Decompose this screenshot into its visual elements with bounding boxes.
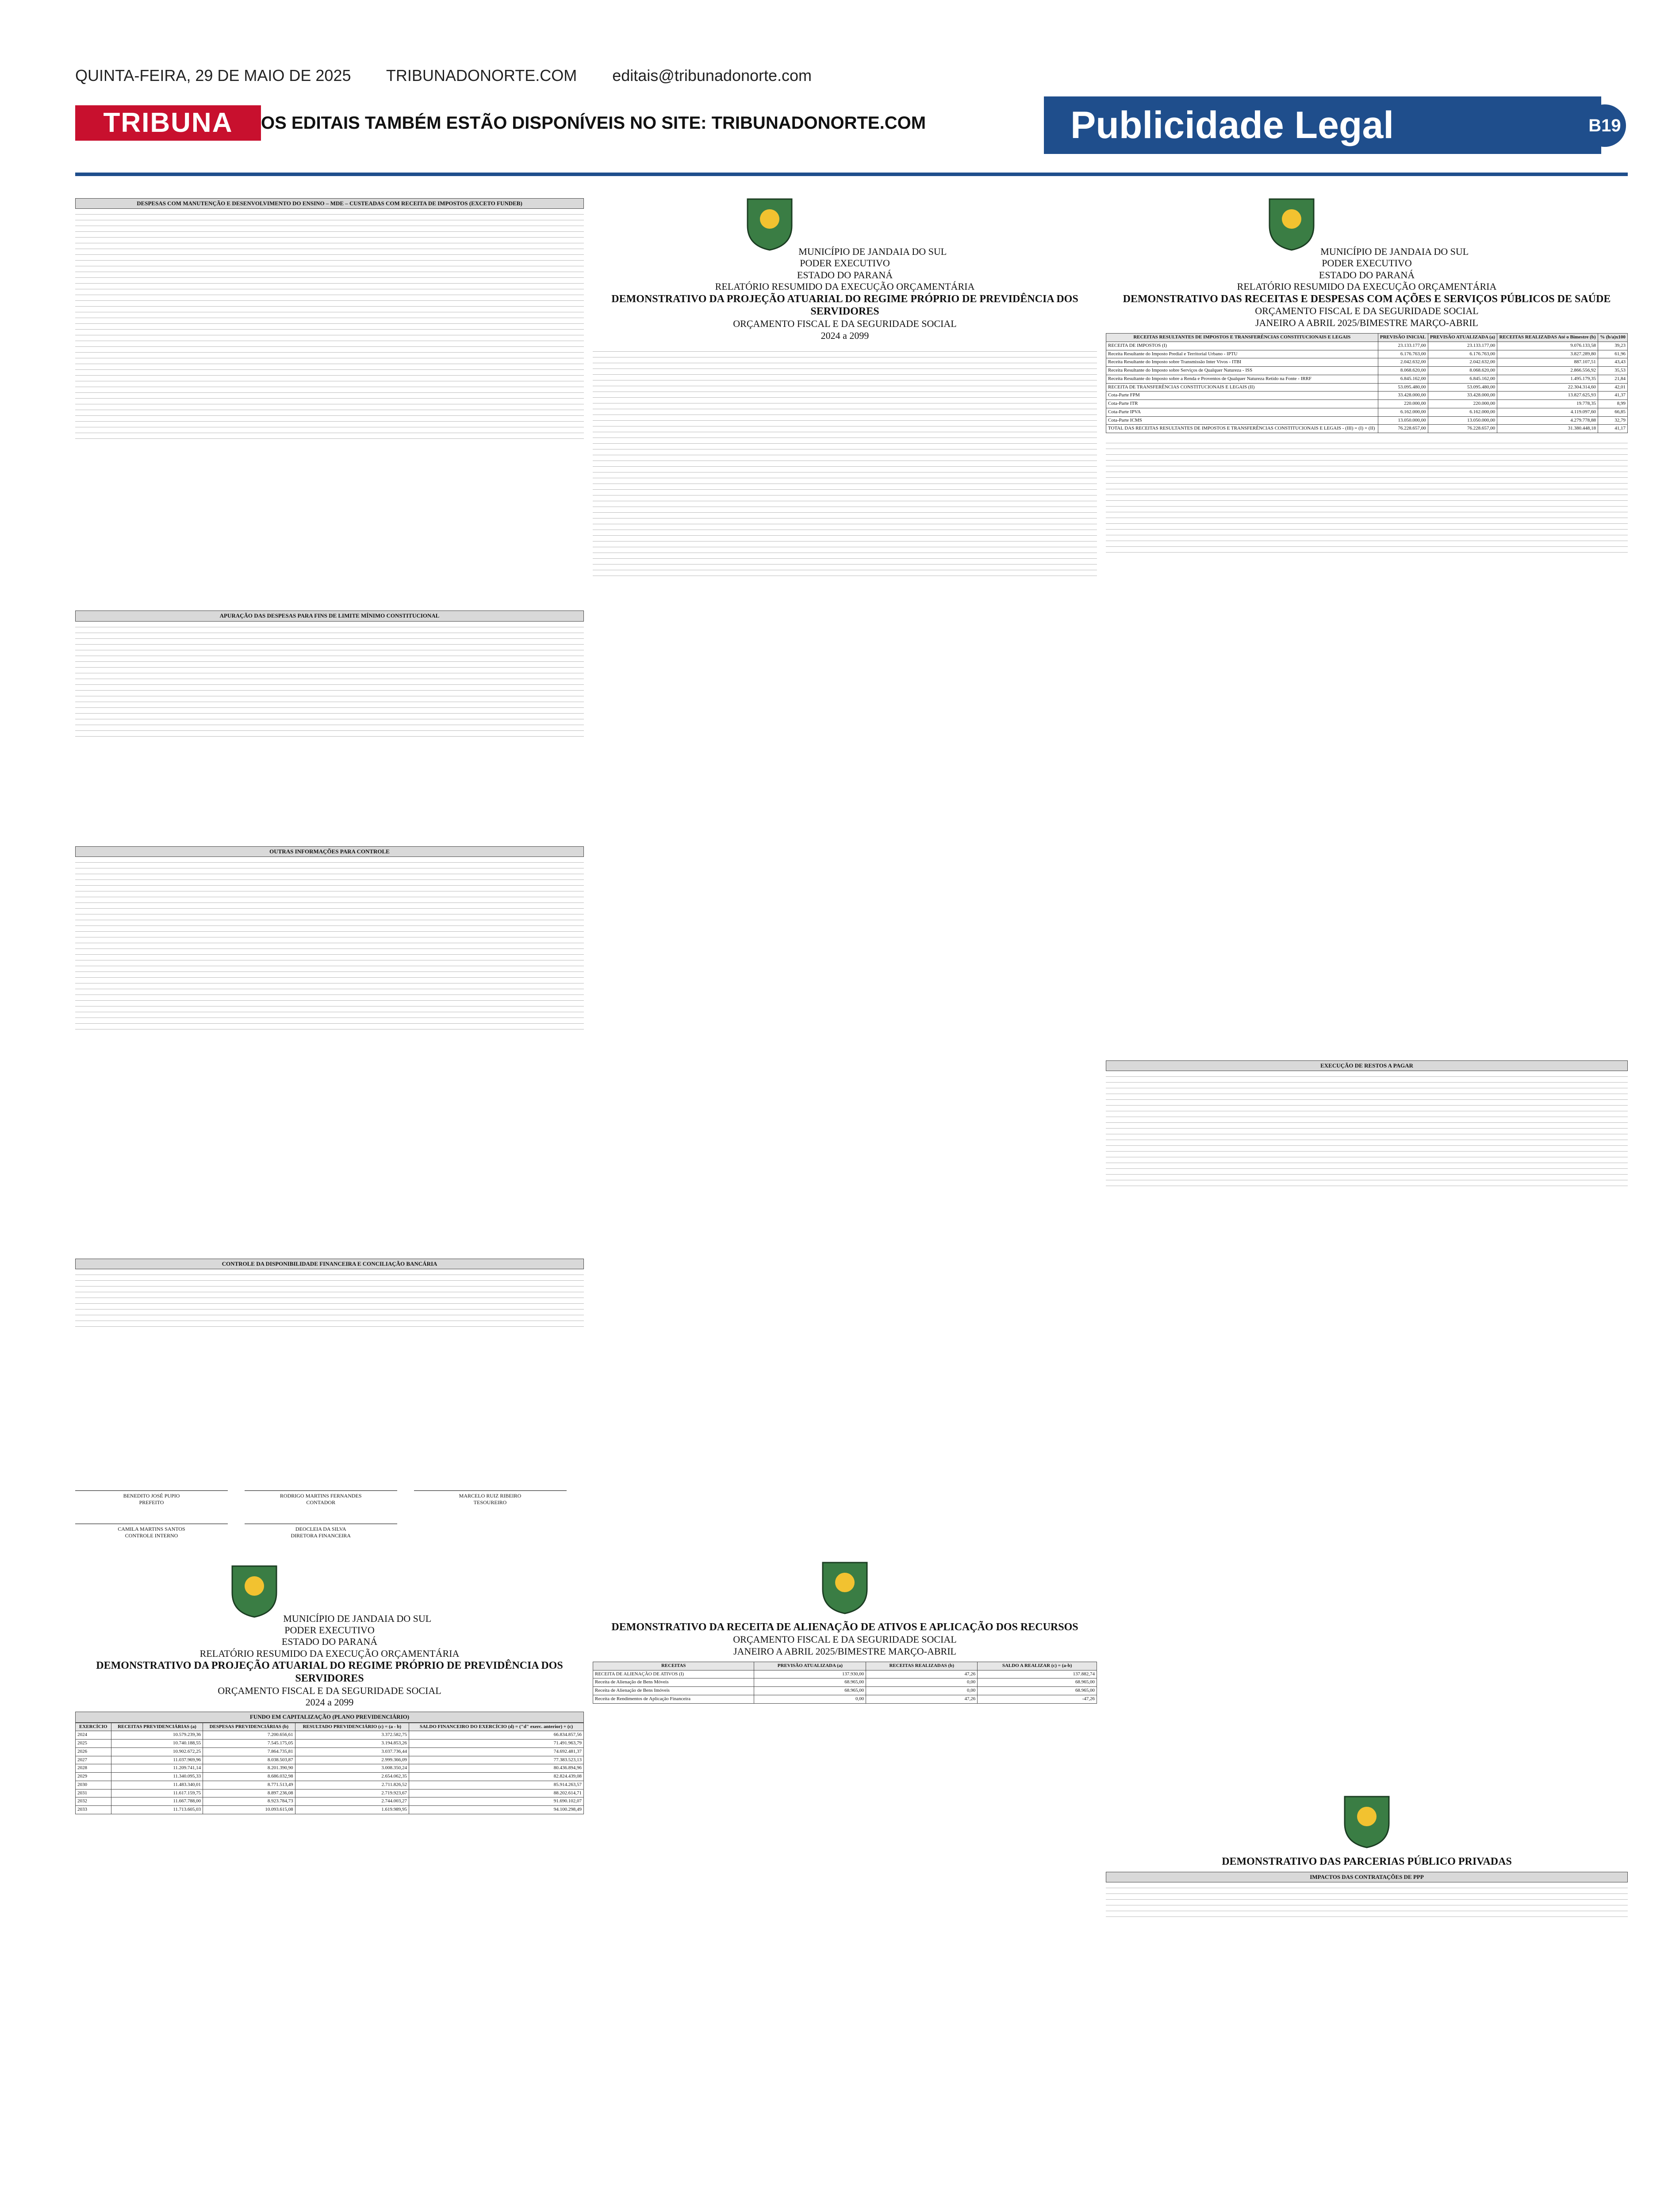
table-cell: 61,96 bbox=[1598, 350, 1628, 358]
signature-contador: RODRIGO MARTINS FERNANDES CONTADOR bbox=[245, 1490, 397, 1506]
table-cell: Receita Resultante do Imposto sobre Serviços de Qualquer Natureza - ISS bbox=[1106, 367, 1378, 375]
signature-prefeito: BENEDITO JOSÉ PUPIO PREFEITO bbox=[75, 1490, 228, 1506]
newspaper-header bbox=[0, 0, 1672, 173]
table-cell: 2032 bbox=[76, 1797, 111, 1806]
table-cell: 91.690.102,07 bbox=[409, 1797, 584, 1806]
table-cell: 11.713.605,03 bbox=[111, 1806, 203, 1814]
table-row bbox=[1106, 392, 1628, 400]
table-row bbox=[1106, 367, 1628, 375]
table-row bbox=[1106, 416, 1628, 425]
table-cell: 11.667.788,00 bbox=[111, 1797, 203, 1806]
table-cell: 3.037.736,44 bbox=[295, 1747, 409, 1756]
table-cell: 4.279.778,88 bbox=[1497, 416, 1598, 425]
table-cell: 2.999.366,09 bbox=[295, 1756, 409, 1764]
table-cell: 2.042.632,00 bbox=[1428, 358, 1497, 367]
table-row bbox=[1106, 375, 1628, 383]
table-cell: 2.866.556,92 bbox=[1497, 367, 1598, 375]
table-cell: 1.495.179,35 bbox=[1497, 375, 1598, 383]
table-row bbox=[1106, 350, 1628, 358]
table-row bbox=[1106, 383, 1628, 392]
report-years: 2024 a 2099 bbox=[305, 1697, 354, 1708]
table-cell: 10.740.188,55 bbox=[111, 1740, 203, 1748]
table-cell: Receita de Rendimentos de Aplicação Financeira bbox=[593, 1695, 754, 1703]
table-cell: 3.194.853,26 bbox=[295, 1740, 409, 1748]
table-cell: 71.491.963,79 bbox=[409, 1740, 584, 1748]
table-cell: 32,79 bbox=[1598, 416, 1628, 425]
table-cell: 8.923.784,73 bbox=[203, 1797, 295, 1806]
controle-table-placeholder bbox=[75, 857, 584, 1255]
table-cell: 2025 bbox=[76, 1740, 111, 1748]
table-cell: 7.864.735,81 bbox=[203, 1747, 295, 1756]
table-cell: 88.202.614,71 bbox=[409, 1789, 584, 1797]
table-cell: 13.050.000,00 bbox=[1428, 416, 1497, 425]
table-cell: 3.008.350,24 bbox=[295, 1764, 409, 1773]
table-row bbox=[76, 1740, 584, 1748]
header-email[interactable]: editais@tribunadonorte.com bbox=[612, 66, 812, 84]
report-scope: ORÇAMENTO FISCAL E DA SEGURIDADE SOCIAL bbox=[733, 318, 957, 330]
table-cell: 7.200.656,61 bbox=[203, 1731, 295, 1740]
alienacao-table bbox=[593, 1662, 1097, 1704]
table-cell: 80.436.894,96 bbox=[409, 1764, 584, 1773]
table-cell: 13.827.625,93 bbox=[1497, 392, 1598, 400]
table-cell: 2026 bbox=[76, 1747, 111, 1756]
table-row bbox=[76, 1789, 584, 1797]
poder-label: PODER EXECUTIVO bbox=[284, 1624, 375, 1636]
table-cell: 2027 bbox=[76, 1756, 111, 1764]
table-cell: 2029 bbox=[76, 1773, 111, 1781]
table-row bbox=[1106, 400, 1628, 408]
table-cell: 2.744.003,27 bbox=[295, 1797, 409, 1806]
table-cell: Receita de Alienação de Bens Móveis bbox=[593, 1678, 754, 1687]
estado-label: ESTADO DO PARANÁ bbox=[281, 1636, 378, 1647]
table-row bbox=[593, 1687, 1097, 1695]
table-cell: 41,37 bbox=[1598, 392, 1628, 400]
table-cell: 3.372.582,75 bbox=[295, 1731, 409, 1740]
limite-table-placeholder bbox=[75, 622, 584, 843]
table-cell: 23.133.177,00 bbox=[1428, 342, 1497, 350]
signature-diretora: DEOCLEIA DA SILVA DIRETORA FINANCEIRA bbox=[245, 1524, 397, 1539]
table-cell: 11.209.741,14 bbox=[111, 1764, 203, 1773]
page-number-badge: B19 bbox=[1584, 104, 1626, 147]
table-cell: 66.834.857,56 bbox=[409, 1731, 584, 1740]
column-right bbox=[1106, 195, 1628, 2212]
table-cell: 53.095.480,00 bbox=[1378, 383, 1428, 392]
saude-receitas-table bbox=[1106, 333, 1628, 433]
restos-title: EXECUÇÃO DE RESTOS A PAGAR bbox=[1106, 1060, 1628, 1071]
table-cell: Cota-Parte ITR bbox=[1106, 400, 1378, 408]
govt-heading-left bbox=[75, 1562, 584, 1709]
table-cell: 8.897.236,08 bbox=[203, 1789, 295, 1797]
table-cell: 19.778,35 bbox=[1497, 400, 1598, 408]
table-row bbox=[76, 1797, 584, 1806]
col-previsao-inicial: PREVISÃO INICIAL bbox=[1378, 334, 1428, 342]
report-title: RELATÓRIO RESUMIDO DA EXECUÇÃO ORÇAMENTÁRIA bbox=[1237, 281, 1497, 292]
table-cell: 11.340.095,33 bbox=[111, 1773, 203, 1781]
table-cell: RECEITA DE IMPOSTOS (I) bbox=[1106, 342, 1378, 350]
table-cell: 8.686.032,98 bbox=[203, 1773, 295, 1781]
table-cell: 10.093.615,08 bbox=[203, 1806, 295, 1814]
table-cell: 8,99 bbox=[1598, 400, 1628, 408]
table-cell: Cota-Parte IPVA bbox=[1106, 408, 1378, 416]
col-percent: % (b/a)x100 bbox=[1598, 334, 1628, 342]
table-cell: 6.162.000,00 bbox=[1428, 408, 1497, 416]
coat-of-arms-icon bbox=[743, 195, 796, 252]
ppp-title: DEMONSTRATIVO DAS PARCERIAS PÚBLICO PRIVADAS bbox=[1222, 1855, 1512, 1867]
section-limite-title: APURAÇÃO DAS DESPESAS PARA FINS DE LIMITE MÍNIMO CONSTITUCIONAL bbox=[75, 611, 584, 621]
table-cell: 220.000,00 bbox=[1378, 400, 1428, 408]
table-cell: 23.133.177,00 bbox=[1378, 342, 1428, 350]
report-subtitle: DEMONSTRATIVO DA PROJEÇÃO ATUARIAL DO REGIME PRÓPRIO DE PREVIDÊNCIA DOS SERVIDORES bbox=[611, 293, 1078, 318]
table-cell: 2.711.826,52 bbox=[295, 1781, 409, 1789]
municipio-label: MUNICÍPIO DE JANDAIA DO SUL bbox=[283, 1613, 432, 1624]
table-cell: 2031 bbox=[76, 1789, 111, 1797]
header-date: QUINTA-FEIRA, 29 DE MAIO DE 2025 bbox=[75, 66, 351, 84]
table-row bbox=[1106, 358, 1628, 367]
disponibilidade-placeholder bbox=[75, 1269, 584, 1446]
table-cell: 2024 bbox=[76, 1731, 111, 1740]
table-cell: 6.845.162,00 bbox=[1378, 375, 1428, 383]
table-cell: 35,53 bbox=[1598, 367, 1628, 375]
estado-label: ESTADO DO PARANÁ bbox=[1319, 269, 1415, 280]
col-previsao-atualizada: PREVISÃO ATUALIZADA (a) bbox=[1428, 334, 1497, 342]
table-cell: Cota-Parte FPM bbox=[1106, 392, 1378, 400]
table-cell: 43,43 bbox=[1598, 358, 1628, 367]
municipio-label: MUNICÍPIO DE JANDAIA DO SUL bbox=[1320, 246, 1469, 257]
report-scope: ORÇAMENTO FISCAL E DA SEGURIDADE SOCIAL bbox=[218, 1685, 441, 1696]
alienacao-heading bbox=[593, 1558, 1097, 1657]
municipio-label: MUNICÍPIO DE JANDAIA DO SUL bbox=[798, 246, 947, 257]
table-cell: 6.176.763,00 bbox=[1428, 350, 1497, 358]
column-middle bbox=[593, 195, 1097, 2212]
section-disponibilidade-title: CONTROLE DA DISPONIBILIDADE FINANCEIRA E CONCILIAÇÃO BANCÁRIA bbox=[75, 1259, 584, 1269]
coat-of-arms-icon bbox=[818, 1558, 871, 1616]
poder-label: PODER EXECUTIVO bbox=[1322, 257, 1412, 269]
table-cell: 6.845.162,00 bbox=[1428, 375, 1497, 383]
table-cell: 9.076.133,58 bbox=[1497, 342, 1598, 350]
table-cell: 8.771.513,49 bbox=[203, 1781, 295, 1789]
table-cell: 33.428.000,00 bbox=[1428, 392, 1497, 400]
col-receitas: RECEITAS PREVIDENCIÁRIAS (a) bbox=[111, 1723, 203, 1731]
saude-total-row: TOTAL DAS RECEITAS RESULTANTES DE IMPOSTOS E TRANSFERÊNCIAS CONSTITUCIONAIS E LEGAIS - (III) = (I) + (II) 76.228.657,00 76.228.657,00 31.380.448,18 41,17 bbox=[1106, 425, 1628, 433]
column-left bbox=[75, 195, 584, 2212]
signature-controle: CAMILA MARTINS SANTOS CONTROLE INTERNO bbox=[75, 1524, 228, 1539]
table-cell: 887.107,51 bbox=[1497, 358, 1598, 367]
table-cell: Receita Resultante do Imposto sobre Transmissão Inter Vivos - ITBI bbox=[1106, 358, 1378, 367]
table-cell: 7.545.175,05 bbox=[203, 1740, 295, 1748]
table-cell: 39,23 bbox=[1598, 342, 1628, 350]
poder-label: PODER EXECUTIVO bbox=[800, 257, 890, 269]
col-despesas: DESPESAS PREVIDENCIÁRIAS (b) bbox=[203, 1723, 295, 1731]
table-row bbox=[76, 1731, 584, 1740]
govt-heading-right bbox=[1106, 195, 1628, 329]
table-cell: 68.965,00 bbox=[754, 1678, 866, 1687]
table-cell: 68.965,00 bbox=[754, 1687, 866, 1695]
col-saldo: SALDO A REALIZAR (c) = (a-b) bbox=[978, 1662, 1097, 1670]
table-cell: 2.654.062,35 bbox=[295, 1773, 409, 1781]
table-cell: 0,00 bbox=[866, 1678, 978, 1687]
report-title: RELATÓRIO RESUMIDO DA EXECUÇÃO ORÇAMENTÁRIA bbox=[715, 281, 975, 292]
table-cell: 66,85 bbox=[1598, 408, 1628, 416]
table-cell: 2.719.923,67 bbox=[295, 1789, 409, 1797]
alienacao-title: DEMONSTRATIVO DA RECEITA DE ALIENAÇÃO DE ATIVOS E APLICAÇÃO DOS RECURSOS bbox=[611, 1621, 1078, 1633]
section-title: Publicidade Legal bbox=[1044, 96, 1601, 154]
section-controle-title: OUTRAS INFORMAÇÕES PARA CONTROLE bbox=[75, 846, 584, 857]
col-realizadas: RECEITAS REALIZADAS (b) bbox=[866, 1662, 978, 1670]
col-receitas: RECEITAS RESULTANTES DE IMPOSTOS E TRANSFERÊNCIAS CONSTITUCIONAIS E LEGAIS bbox=[1106, 334, 1378, 342]
report-years: 2024 a 2099 bbox=[821, 330, 869, 341]
table-cell: 21,84 bbox=[1598, 375, 1628, 383]
table-row bbox=[1106, 342, 1628, 350]
table-cell: 137.882,74 bbox=[978, 1670, 1097, 1678]
alienacao-period: JANEIRO A ABRIL 2025/BIMESTRE MARÇO-ABRIL bbox=[733, 1645, 956, 1657]
table-cell: 2.042.632,00 bbox=[1378, 358, 1428, 367]
fund-table bbox=[75, 1723, 584, 1814]
col-previsao: PREVISÃO ATUALIZADA (a) bbox=[754, 1662, 866, 1670]
table-row bbox=[593, 1695, 1097, 1703]
table-cell: 0,00 bbox=[754, 1695, 866, 1703]
table-cell: 47,26 bbox=[866, 1695, 978, 1703]
section-mde-title: DESPESAS COM MANUTENÇÃO E DESENVOLVIMENTO DO ENSINO – MDE – CUSTEADAS COM RECEITA DE IMPOSTOS (EXCETO FUNDEB) bbox=[75, 198, 584, 209]
table-cell: 68.965,00 bbox=[978, 1687, 1097, 1695]
table-cell: 10.902.672,25 bbox=[111, 1747, 203, 1756]
report-scope: ORÇAMENTO FISCAL E DA SEGURIDADE SOCIAL bbox=[1255, 305, 1479, 317]
table-cell: RECEITA DE ALIENAÇÃO DE ATIVOS (I) bbox=[593, 1670, 754, 1678]
table-cell: 94.100.298,49 bbox=[409, 1806, 584, 1814]
ppp-impact-title: IMPACTOS DAS CONTRATAÇÕES DE PPP bbox=[1106, 1872, 1628, 1882]
col-exercicio: EXERCÍCIO bbox=[76, 1723, 111, 1731]
table-cell: -47,26 bbox=[978, 1695, 1097, 1703]
table-cell: 0,00 bbox=[866, 1687, 978, 1695]
table-cell: 6.162.000,00 bbox=[1378, 408, 1428, 416]
table-cell: 68.965,00 bbox=[978, 1678, 1097, 1687]
table-cell: 11.617.159,75 bbox=[111, 1789, 203, 1797]
report-subtitle: DEMONSTRATIVO DA PROJEÇÃO ATUARIAL DO REGIME PRÓPRIO DE PREVIDÊNCIA DOS SERVIDORES bbox=[96, 1660, 563, 1684]
projection-table-placeholder bbox=[593, 346, 1097, 1540]
coat-of-arms-icon bbox=[228, 1562, 281, 1619]
table-row bbox=[76, 1747, 584, 1756]
restos-placeholder bbox=[1106, 1071, 1628, 1779]
table-row bbox=[593, 1670, 1097, 1678]
table-cell: 13.050.000,00 bbox=[1378, 416, 1428, 425]
table-row bbox=[76, 1781, 584, 1789]
table-cell: 2033 bbox=[76, 1806, 111, 1814]
mde-table-placeholder bbox=[75, 209, 584, 607]
report-period: JANEIRO A ABRIL 2025/BIMESTRE MARÇO-ABRIL bbox=[1255, 317, 1478, 328]
col-saldo: SALDO FINANCEIRO DO EXERCÍCIO (d) = ("d" exerc. anterior) + (c) bbox=[409, 1723, 584, 1731]
tribuna-logo: TRIBUNA bbox=[75, 105, 261, 141]
coat-of-arms-icon bbox=[1265, 195, 1318, 252]
table-cell: 2028 bbox=[76, 1764, 111, 1773]
table-cell: 47,26 bbox=[866, 1670, 978, 1678]
coat-of-arms-icon bbox=[1340, 1792, 1393, 1850]
table-cell: 85.914.263,57 bbox=[409, 1781, 584, 1789]
table-cell: Receita Resultante do Imposto Predial e Territorial Urbano - IPTU bbox=[1106, 350, 1378, 358]
table-cell: 10.579.239,36 bbox=[111, 1731, 203, 1740]
table-row bbox=[76, 1773, 584, 1781]
table-cell: Cota-Parte ICMS bbox=[1106, 416, 1378, 425]
table-row bbox=[593, 1678, 1097, 1687]
col-resultado: RESULTADO PREVIDENCIÁRIO (c) = (a - b) bbox=[295, 1723, 409, 1731]
report-subtitle: DEMONSTRATIVO DAS RECEITAS E DESPESAS COM AÇÕES E SERVIÇOS PÚBLICOS DE SAÚDE bbox=[1123, 293, 1611, 305]
table-cell: 220.000,00 bbox=[1428, 400, 1497, 408]
table-cell: RECEITA DE TRANSFERÊNCIAS CONSTITUCIONAIS E LEGAIS (II) bbox=[1106, 383, 1378, 392]
estado-label: ESTADO DO PARANÁ bbox=[797, 269, 893, 280]
signatures-left bbox=[75, 1473, 584, 1540]
table-cell: Receita Resultante do Imposto sobre a Renda e Proventos de Qualquer Natureza Retido na Fonte - IRRF bbox=[1106, 375, 1378, 383]
table-cell: 11.483.340,01 bbox=[111, 1781, 203, 1789]
table-cell: 3.827.289,80 bbox=[1497, 350, 1598, 358]
fund-table-title: FUNDO EM CAPITALIZAÇÃO (PLANO PREVIDENCIÁRIO) bbox=[75, 1712, 584, 1722]
table-cell: 77.383.523,13 bbox=[409, 1756, 584, 1764]
table-cell: 33.428.000,00 bbox=[1378, 392, 1428, 400]
table-cell: 137.930,00 bbox=[754, 1670, 866, 1678]
report-title: RELATÓRIO RESUMIDO DA EXECUÇÃO ORÇAMENTÁRIA bbox=[199, 1647, 460, 1659]
header-rule bbox=[75, 173, 1628, 176]
table-row bbox=[76, 1756, 584, 1764]
table-cell: 42,01 bbox=[1598, 383, 1628, 392]
table-cell: 8.068.620,00 bbox=[1378, 367, 1428, 375]
col-receitas: RECEITAS bbox=[593, 1662, 754, 1670]
ppp-heading bbox=[1106, 1792, 1628, 1868]
table-cell: 4.119.097,60 bbox=[1497, 408, 1598, 416]
saude-details-placeholder bbox=[1106, 438, 1628, 1057]
table-cell: 11.037.969,96 bbox=[111, 1756, 203, 1764]
table-cell: 53.095.480,00 bbox=[1428, 383, 1497, 392]
table-row bbox=[76, 1764, 584, 1773]
ppp-placeholder bbox=[1106, 1882, 1628, 2015]
table-cell: Receita de Alienação de Bens Imóveis bbox=[593, 1687, 754, 1695]
signature-tesoureiro: MARCELO RUIZ RIBEIRO TESOUREIRO bbox=[414, 1490, 567, 1506]
table-cell: 82.824.439,08 bbox=[409, 1773, 584, 1781]
table-cell: 8.068.620,00 bbox=[1428, 367, 1497, 375]
govt-heading-middle bbox=[593, 195, 1097, 342]
table-cell: 22.304.314,60 bbox=[1497, 383, 1598, 392]
table-row bbox=[1106, 408, 1628, 416]
table-cell: 74.692.481,37 bbox=[409, 1747, 584, 1756]
table-row bbox=[76, 1806, 584, 1814]
table-cell: 8.201.390,90 bbox=[203, 1764, 295, 1773]
table-cell: 6.176.763,00 bbox=[1378, 350, 1428, 358]
table-cell: 8.038.503,87 bbox=[203, 1756, 295, 1764]
table-cell: 2030 bbox=[76, 1781, 111, 1789]
alienacao-scope: ORÇAMENTO FISCAL E DA SEGURIDADE SOCIAL bbox=[733, 1634, 957, 1645]
header-topline bbox=[75, 66, 843, 85]
table-cell: 1.619.989,95 bbox=[295, 1806, 409, 1814]
header-notice: OS EDITAIS TAMBÉM ESTÃO DISPONÍVEIS NO SITE: TRIBUNADONORTE.COM bbox=[261, 113, 926, 133]
header-site[interactable]: TRIBUNADONORTE.COM bbox=[386, 66, 577, 84]
col-realizadas: RECEITAS REALIZADAS Até o Bimestre (b) bbox=[1497, 334, 1598, 342]
